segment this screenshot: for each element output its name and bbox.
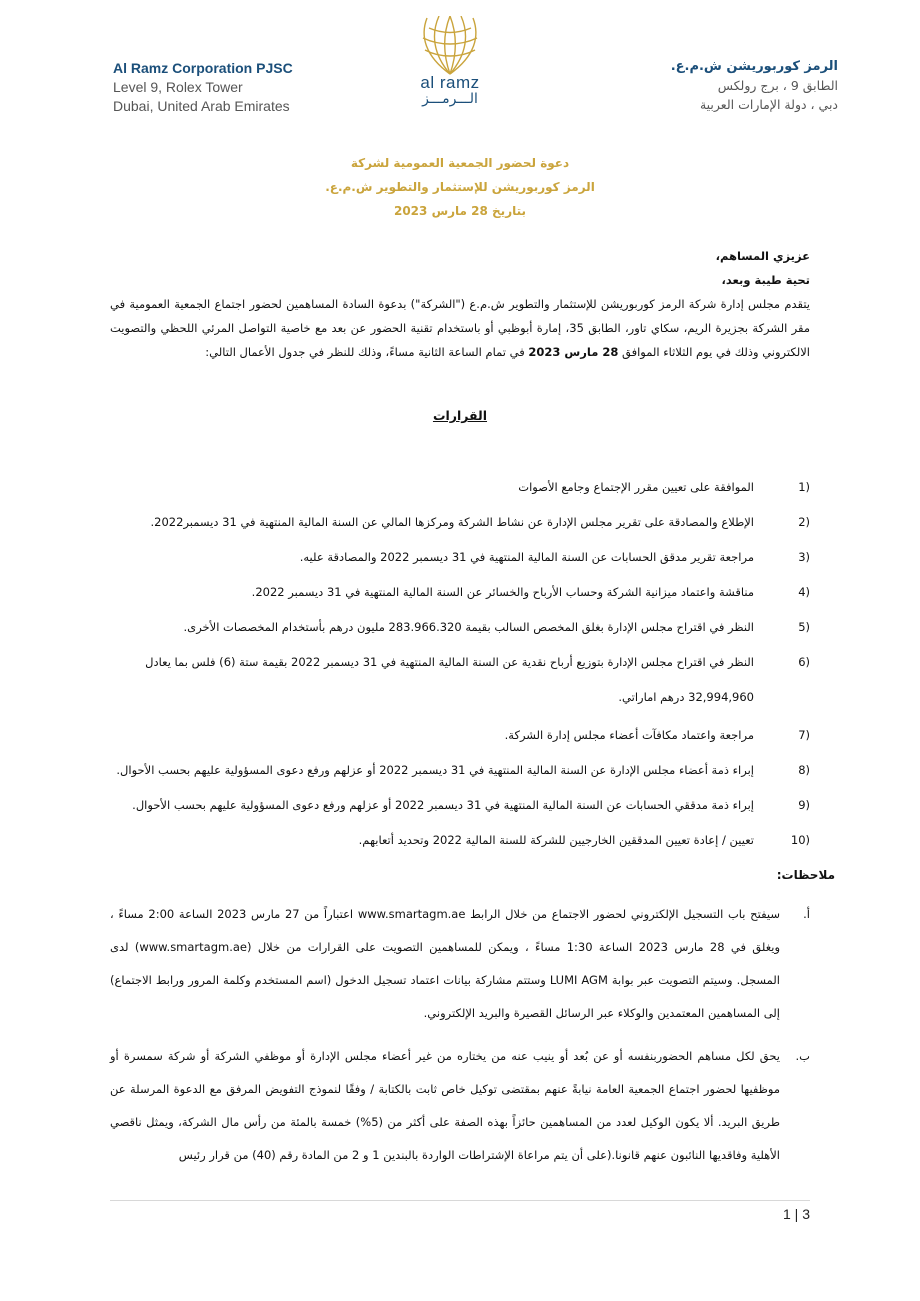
logo-text-ar: الـــرمـــز [422,91,478,107]
resolution-item [110,718,810,753]
resolution-text: الموافقة على تعيين مقرر الإجتماع وجامع الأصوات [518,480,754,494]
resolution-number: 7) [798,728,810,742]
resolution-text: تعيين / إعادة تعيين المدققين الخارجيين للشركة للسنة المالية 2022 وتحديد أتعابهم. [358,833,754,847]
company-logo [412,16,488,112]
resolution-text: إبراء ذمة مدققي الحسابات عن السنة المالية المنتهية في 31 ديسمبر 2022 أو عزلهم ورفع دعوى المسؤولية عليهم بحسب الأحوال. [132,798,754,812]
resolution-item [110,645,810,715]
company-name-en: Al Ramz Corporation PJSC [113,60,293,76]
resolution-text: النظر في اقتراح مجلس الإدارة بغلق المخصص السالب بقيمة 283.966.320 مليون درهم بأستخدام المخصصات الأخرى. [183,620,754,634]
address-line-ar-2: دبي ، دولة الإمارات العربية [699,97,838,112]
address-line-en-2: Dubai, United Arab Emirates [113,98,290,114]
resolution-item [110,540,810,575]
resolution-number: 4) [798,585,810,599]
intro-paragraph-end: في تمام الساعة الثانية مساءً، وذلك للنظر في جدول الأعمال التالي: [205,345,525,359]
header-address-en [113,59,293,116]
resolution-number: 9) [798,798,810,812]
address-line-ar-1: الطابق 9 ، برج رولكس [717,78,838,93]
resolution-number: 2) [798,515,810,529]
resolutions-heading: القرارات [432,408,488,423]
note-item [110,1040,810,1172]
resolution-number: 6) [798,655,810,669]
note-mark: ب. [795,1049,810,1063]
footer-divider [110,1200,810,1201]
note-text: يحق لكل مساهم الحضوربنفسه أو عن بُعد أو ينيب عنه من يختاره من غير أعضاء مجلس الإدارة أو موظفي الشركة أو شركة سمسرة أو موظفيها لحضور اجتماع الجمعية العامة نيابةً عنهم بمقتضى توكيل خاص ثابت بالكتابة / وفقًا لنموذج التفويض المرفق مع الدعوة المرسلة عن طريق البريد. ألا يكون الوكيل لعدد من المساهمين حائزاً بهذه الصفة على أكثر من (5%) خمسة بالمئة من رأس مال الشركة، ويمثل ناقصي الأهلية وفاقديها النائبون عنهم قانونا.(على أن يتم مراعاة الإشتراطات الواردة بالبندين 1 و 2 من المادة رقم (40) من قرار رئيس [110,1049,780,1162]
salutation: تحية طيبة وبعد، [721,273,810,287]
note-item [110,898,810,1030]
note-mark: أ. [803,907,810,921]
resolution-text: مناقشة واعتماد ميزانية الشركة وحساب الأرباح والخسائر عن السنة المالية المنتهية في 31 ديسمبر 2022. [251,585,754,599]
company-name-ar: الرمز كوربوريشن ش.م.ع. [670,59,838,74]
logo-mark-icon [415,16,485,76]
greeting: عزيزي المساهم، [715,249,810,263]
resolution-text: النظر في اقتراح مجلس الإدارة بتوزيع أرباح نقدية عن السنة المالية المنتهية في 31 ديسمبر 2022 بقيمة ستة (6) فلس بما يعادل 32,994,960 درهم اماراتي. [145,655,754,704]
resolution-number: 10) [790,833,810,847]
resolution-text: مراجعة واعتماد مكافآت أعضاء مجلس إدارة الشركة. [504,728,754,742]
title-line-1: دعوة لحضور الجمعية العمومية لشركة [350,156,570,170]
resolution-item [110,788,810,823]
page-number: 1 | 3 [783,1206,810,1222]
intro-paragraph-text: يتقدم مجلس إدارة شركة الرمز كوربوريشن للإستثمار والتطوير ش.م.ع ("الشركة") بدعوة السادة المساهمين لحضور اجتماع الجمعية العمومية في مقر الشركة بجزيرة الريم، سكاي تاور، الطابق 35، إمارة أبوظبي أو باستخدام تقنية الحضور عن بعد مع خاصية التواصل المرئي اللحظي والتصويت الالكتروني وذلك في يوم الثلاثاء الموافق [110,297,811,359]
title-line-2: الرمز كوربوريشن للإستثمار والتطوير ش.م.ع. [325,180,595,194]
intro-paragraph [110,292,810,364]
address-line-en-1: Level 9, Rolex Tower [113,79,243,95]
resolution-item [110,470,810,505]
note-text: سيفتح باب التسجيل الإلكتروني لحضور الاجتماع من خلال الرابط www.smartagm.ae اعتباراً من 27 مارس 2023 الساعة 2:00 مساءً ، ويغلق في 28 مارس 2023 الساعة 1:30 مساءً ، ويمكن للمساهمين التصويت على القرارات من خلال (www.smartagm.ae) لدى المسجل. وسيتم التصويت عبر بوابة LUMI AGM وستتم مشاركة بيانات اعتماد تسجيل الدخول (اسم المستخدم وكلمة المرور ورابط الاجتماع) إلى المساهمين المعتمدين والوكلاء عبر الرسائل القصيرة والبريد الإلكتروني. [110,907,780,1020]
resolution-item [110,575,810,610]
resolution-number: 1) [798,480,810,494]
resolution-text: مراجعة تقرير مدقق الحسابات عن السنة المالية المنتهية في 31 ديسمبر 2022 والمصادقة عليه. [299,550,754,564]
resolution-item [110,610,810,645]
notes-label: ملاحظات: [776,868,835,882]
resolution-item [110,753,810,788]
resolution-item [110,823,810,858]
title-line-3: بتاريخ 28 مارس 2023 [393,204,527,218]
resolution-text: الإطلاع والمصادقة على تقرير مجلس الإدارة عن نشاط الشركة ومركزها المالي عن السنة المالية المنتهية في 31 ديسمبر2022. [150,515,754,529]
meeting-date: 28 مارس 2023 [528,345,619,359]
header-address-ar [671,57,838,114]
resolution-number: 3) [798,550,810,564]
resolution-number: 8) [798,763,810,777]
logo-text-en: al ramz [420,73,480,92]
resolution-number: 5) [798,620,810,634]
resolution-item [110,505,810,540]
resolution-text: إبراء ذمة أعضاء مجلس الإدارة عن السنة المالية المنتهية في 31 ديسمبر 2022 أو عزلهم ورفع دعوى المسؤولية عليهم بحسب الأحوال. [116,763,754,777]
